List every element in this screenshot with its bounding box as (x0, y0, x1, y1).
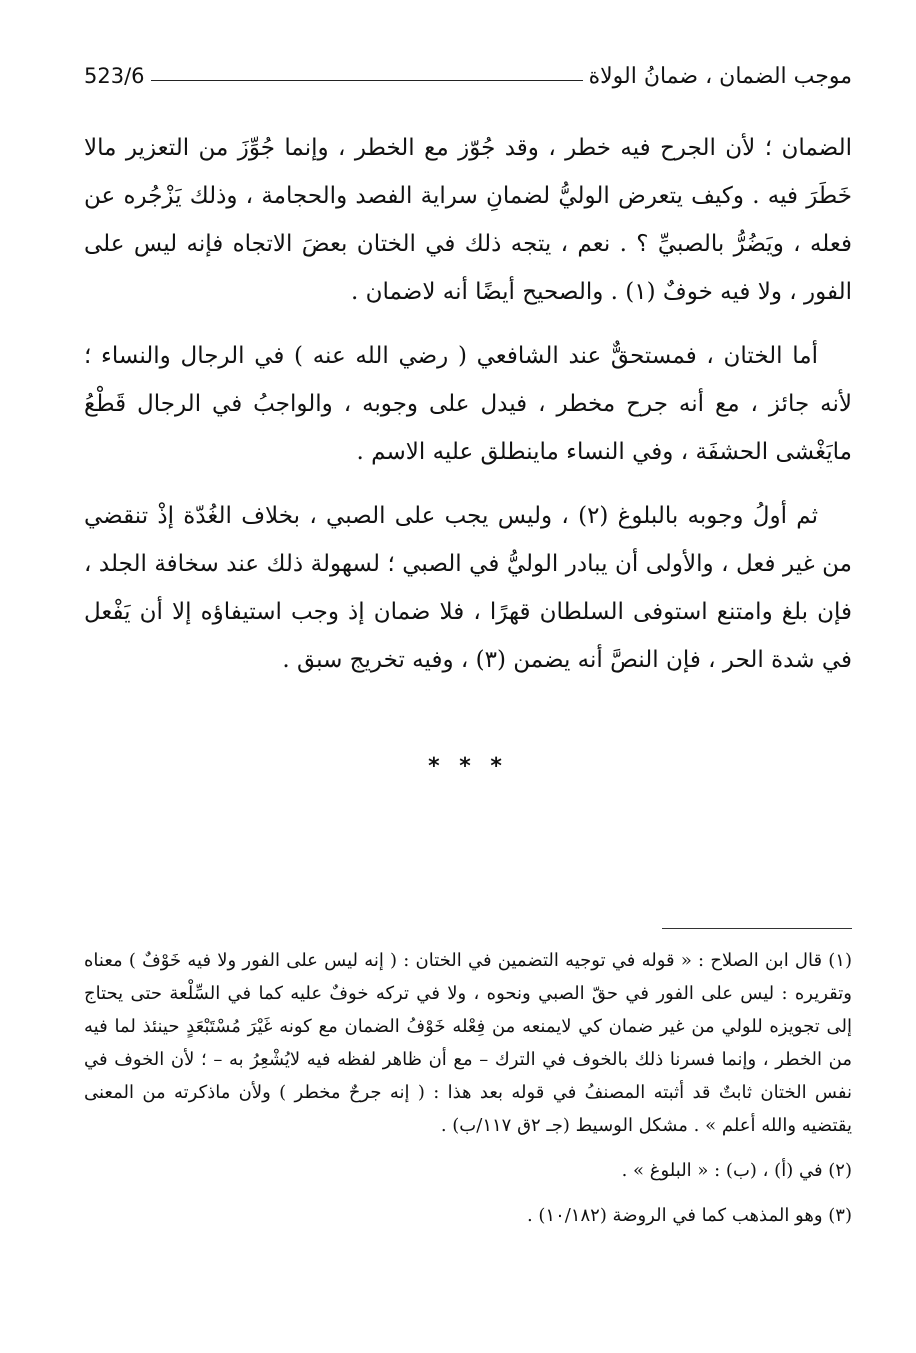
footnote-1: (١) قال ابن الصلاح : « قوله في توجيه التضمين في الختان : ( إنه ليس على الفور ولا فيه خَوْفٌ ) معناه وتقريره : ليس على الفور في حقّ الصبي ونحوه ، ولا في تركه خوفٌ عليه كما في السِّلْعة حتى يحتاج إلى تجويزه للولي من غير ضمان كي لايمنعه من فِعْله خَوْفُ الضمان مع كونه غَيْرَ مُسْتَبْعَدٍ حينئذ لما فيه من الخطر ، وإنما فسرنا ذلك بالخوف في الترك – مع أن ظاهر لفظه فيه لايُشْعِرُ به – ؛ لأن الخوف في نفس الختان ثابتٌ قد أثبته المصنفُ في قوله بعد هذا : ( إنه جرحٌ مخطر ) ولأن ماذكرته من المعنى يقتضيه والله أعلم » . مشكل الوسيط (جـ ٢ق ١١٧/ب) . (84, 950, 852, 1136)
paragraph-3: ثم أولُ وجوبه بالبلوغ (٢) ، وليس يجب على الصبي ، بخلاف الغُدّة إذْ تنقضي من غير فعل ، والأولى أن يبادر الوليُّ في الصبي ؛ لسهولة ذلك عند سخافة الجلد ، فإن بلغ وامتنع استوفى السلطان قهرًا ، فلا ضمان إذ وجب استيفاؤه إلا أن يَفْعل في شدة الحر ، فإن النصَّ أنه يضمن (٣) ، وفيه تخريج سبق . (84, 503, 852, 673)
footnote-rule (662, 928, 852, 929)
paragraph-2: أما الختان ، فمستحقٌّ عند الشافعي ( رضي الله عنه ) في الرجال والنساء ؛ لأنه جائز ، مع أنه جرح مخطر ، فيدل على وجوبه ، والواجبُ في الرجال قَطْعُ مايَغْشى الحشفَة ، وفي النساء ماينطلق عليه الاسم . (84, 343, 852, 465)
footnote-2: (٢) في (أ) ، (ب) : « البلوغ » . (621, 1160, 852, 1181)
page-number: 523/6 (84, 64, 145, 88)
footnotes (84, 944, 852, 1244)
paragraph-1: الضمان ؛ لأن الجرح فيه خطر ، وقد جُوّز مع الخطر ، وإنما جُوِّزَ من التعزير مالا خَطَرَ فيه . وكيف يتعرض الوليُّ لضمانِ سراية الفصد والحجامة ، وذلك يَزْجُره عن فعله ، ويَضُرُّ بالصبيِّ ؟ . نعم ، يتجه ذلك في الختان بعضَ الاتجاه فإنه ليس على الفور ، ولا فيه خوفٌ (١) . والصحيح أيضًا أنه لاضمان . (84, 135, 852, 305)
footnote-3: (٣) وهو المذهب كما في الروضة (١٠/١٨٢) . (526, 1205, 852, 1226)
section-separator: * * * (428, 754, 508, 779)
running-title: موجب الضمان ، ضمانُ الولاة (588, 63, 852, 89)
footnote-area (84, 0, 852, 1353)
